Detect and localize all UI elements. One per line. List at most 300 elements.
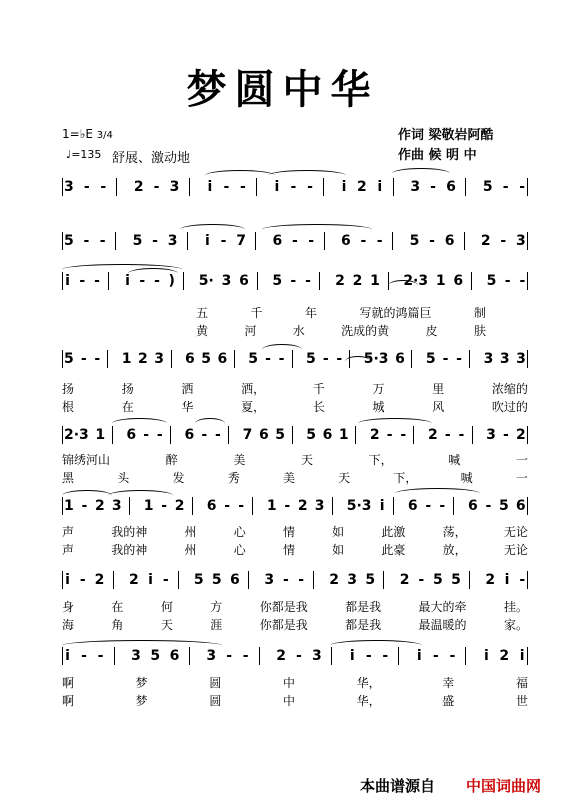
note: - [240,179,246,195]
note: 1 [338,427,349,443]
note: - [290,179,297,195]
lyric-word: 五 [196,306,209,320]
lyric-word: 美 [233,453,246,467]
note: 2 [485,572,496,588]
note: 6 [446,179,456,195]
note: 2·3 [403,273,429,289]
note: - [322,351,329,367]
note: 5 [64,351,74,367]
lyric-word: 都是我 [345,600,382,614]
slur-mark [358,418,432,429]
note: i [65,648,70,664]
lyric-line [196,304,486,320]
note: 2 [499,648,510,664]
note: - [442,351,449,367]
system-end-barline [527,232,528,250]
song-title: 梦圆中华 [186,67,379,113]
note: 2 [399,572,410,588]
note: - [519,273,526,289]
lyric-word: 皮 [425,324,438,338]
lyric-word: 声 [62,543,75,557]
note: 1 [370,273,380,289]
slur-mark [62,640,222,651]
barline [469,571,477,589]
note: i [341,179,347,195]
note: 5 [451,572,461,588]
note: 5 [272,273,283,289]
note: 3 [221,273,232,289]
lyric-line [62,616,528,632]
lyric-word: 年 [304,306,317,320]
lyric-line [62,541,528,557]
note: - [376,233,383,249]
note: i [377,179,383,195]
note: 6 [258,427,269,443]
note: 5 [499,498,509,514]
barline [453,497,461,515]
note: 6 [468,498,478,514]
note: 6 [515,498,526,514]
note: 7 [242,427,253,443]
lyric-word: 家。 [503,618,528,632]
lyric-word: 无论 [503,525,528,539]
note: - [336,351,343,367]
music-system [62,571,528,589]
slur-mark [205,170,275,181]
note: - [81,498,88,514]
note: - [79,572,86,588]
note: i [125,273,130,289]
system-end-barline [527,426,528,444]
lyric-word: 方 [210,600,223,614]
note: 5 [409,233,420,249]
note: - [307,179,313,195]
note: 3 [483,351,494,367]
barline [393,497,401,515]
lyric-word: 海 [62,618,75,632]
note: - [290,273,297,289]
note: 2 [516,427,526,443]
lyric-line [62,380,528,396]
note: - [430,179,436,195]
slur-mark [268,170,346,181]
system-end-barline [527,571,528,589]
note: 2 [369,427,380,443]
lyric-word: 扬 [62,382,75,396]
lyric-word: 华 [181,400,194,414]
note: 5 [201,351,211,367]
note: - [143,427,150,443]
lyric-word: 锦绣河山 [62,453,111,467]
system-start-barline [62,350,63,368]
note: 5 [365,572,376,588]
system-end-barline [527,272,528,290]
slur-mark [128,268,178,279]
note: - [296,648,302,664]
note: 2 [329,572,339,588]
system-start-barline [62,571,63,589]
slur-mark [262,344,302,355]
note: 6 [341,233,351,249]
lyric-word: 夏， [241,400,266,414]
note: i [416,648,422,664]
lyric-word: 你都是我 [259,600,308,614]
lyric-word: 一 [515,471,528,485]
note: 6 [184,427,195,443]
barline [259,647,267,665]
system-end-barline [527,497,528,515]
note: 3 [311,648,322,664]
lyric-word: 千 [312,382,325,396]
lyric-word: 下， [393,471,418,485]
note: - [153,179,160,195]
barline [107,350,115,368]
lyric-word: 天 [300,453,313,467]
slur-mark [112,418,167,429]
lyric-word: 写就的鸿篇巨 [359,306,432,320]
note: 3 [516,351,526,367]
note: 6 [272,233,283,249]
note: - [503,427,509,443]
note: 5·3 [363,351,389,367]
barline [393,178,401,196]
barline [392,232,400,250]
lyric-word: 世 [515,694,528,708]
note: i [274,179,280,195]
barline [332,497,340,515]
note: 2 [352,273,363,289]
system-end-barline [527,350,528,368]
note: 3 [169,179,180,195]
barline [469,350,477,368]
note: - [99,233,106,249]
note: 6 [444,233,455,249]
lyric-line [62,598,528,614]
lyric-word: 你都是我 [259,618,308,632]
note: - [500,233,507,249]
barline [116,178,124,196]
lyric-word: 情 [282,543,295,557]
note: - [162,572,169,588]
note: - [308,233,314,249]
lyric-word: 州 [184,543,197,557]
barline [465,647,473,665]
lyric-word: 角 [111,618,124,632]
key-signature [62,127,113,141]
note: 6 [229,572,240,588]
note: - [242,648,249,664]
note: 5 [132,233,143,249]
note: - [502,179,509,195]
note: 1 [143,498,154,514]
lyric-word: 心 [233,525,246,539]
note: i [349,648,355,664]
lyric-word: 盛 [442,694,455,708]
note: - [161,498,168,514]
lyric-word: 发 [172,471,185,485]
lyric-word: 最温暖的 [418,618,467,632]
note: ) [168,273,175,289]
lyric-word: 千 [250,306,263,320]
slur-mark [180,224,245,235]
key-label: 1=♭E [62,127,93,141]
lyric-word: 何 [160,600,173,614]
barline [257,272,265,290]
note: 3 [154,351,164,367]
note: 3 [347,572,358,588]
note: - [83,179,90,195]
barline [383,571,391,589]
note: - [458,427,465,443]
barline [189,178,197,196]
note: 5 [248,351,258,367]
note: 6 [395,351,405,367]
note: i [65,273,70,289]
note: - [278,351,285,367]
note: 3 [314,498,325,514]
note: 1 [64,498,74,514]
note: 3 [206,648,217,664]
note: - [519,572,526,588]
note: 5 [433,572,443,588]
lyric-word: 万 [372,382,385,396]
note: 6 [126,427,137,443]
barline [472,426,480,444]
barline [319,272,327,290]
note: - [360,233,367,249]
time-signature: 3/4 [96,130,113,141]
lyric-word: 城 [372,400,385,414]
note: - [425,498,432,514]
lyric-word: 秀 [227,471,240,485]
barline [411,350,419,368]
lyric-word: 此豪 [381,543,406,557]
lyric-line [196,322,486,338]
barline [313,571,321,589]
note: 3 [131,648,141,664]
note: - [94,351,101,367]
slur-mark [392,168,450,179]
note: - [485,498,492,514]
note: - [439,498,446,514]
note: 5 [211,572,222,588]
note: - [83,233,90,249]
lyric-word: 水 [292,324,305,338]
note: - [386,427,393,443]
note: 5 [306,427,316,443]
lyric-word: 涯 [210,618,223,632]
lyric-word: 啊 [62,676,75,690]
note: 3 [499,351,510,367]
note: - [449,648,456,664]
note: - [382,648,389,664]
note: - [418,572,425,588]
lyric-word: 我的神 [111,525,148,539]
slur-mark [395,488,480,499]
lyric-word: 喊 [448,453,461,467]
lyric-word: 声 [62,525,75,539]
note: 3 [516,233,526,249]
lyricist-credit: 作词 梁敬岩阿酷 [398,128,494,143]
note-row [64,571,526,589]
note: - [139,273,146,289]
lyric-word: 梦 [135,694,148,708]
note: - [100,179,107,195]
note: 2 [174,498,185,514]
note: 3 [264,572,275,588]
note: - [238,498,245,514]
note: 7 [236,233,247,249]
system-start-barline [62,232,63,250]
note: - [265,351,271,367]
lyric-word: 华， [356,676,381,690]
barline [228,426,236,444]
note: - [224,498,230,514]
note: - [220,233,227,249]
lyric-word: 如 [332,525,345,539]
note: 6 [407,498,418,514]
note: - [305,273,311,289]
barline [170,426,178,444]
barline [465,178,473,196]
note: 3 [486,427,496,443]
barline [471,272,479,290]
barline [292,426,300,444]
note: - [456,351,462,367]
slur-mark [108,490,173,501]
lyric-word: 无论 [503,543,528,557]
note: - [94,273,100,289]
slur-mark [62,490,112,501]
lyric-word: 里 [432,382,445,396]
lyric-word: 洒， [241,382,266,396]
note: 5 [486,273,497,289]
note: 3 [64,179,74,195]
footer-site-name: 中国词曲网 [466,777,542,795]
note: 6 [322,427,333,443]
note: 3 [167,233,178,249]
slur-mark [388,280,418,291]
note: 2 [276,648,286,664]
note: - [201,427,208,443]
note: 3 [410,179,421,195]
lyric-word: 洒 [181,382,194,396]
note: 2 [297,498,308,514]
note: - [504,273,511,289]
lyric-word: 黑 [62,471,75,485]
lyric-word: 一 [515,453,528,467]
note: 5 [193,572,204,588]
barline [464,232,472,250]
note: - [291,233,298,249]
note: 1 [435,273,446,289]
lyric-line [62,692,528,708]
barline [178,571,186,589]
barline [252,497,260,515]
composer-credit: 作曲 候 明 中 [398,148,477,163]
note: 5 [150,648,161,664]
note: 2 [133,179,144,195]
note: i [204,233,210,249]
note: 5 [306,351,316,367]
note: - [444,427,451,443]
lyric-word: 天 [338,471,351,485]
tempo-marking: ♩=135 [66,148,102,161]
note: 2 [480,233,491,249]
lyric-word: 肤 [473,324,486,338]
slur-mark [330,640,422,651]
note: i [65,572,70,588]
note: 3 [111,498,122,514]
barline [113,571,121,589]
lyric-word: 圆 [209,676,222,690]
note: 1 [266,498,277,514]
note: i [483,648,489,664]
lyric-word: 长 [312,400,325,414]
note: - [365,648,372,664]
note: - [432,648,439,664]
lyric-word: 风 [432,400,445,414]
note: - [156,427,163,443]
note: i [504,572,510,588]
lyric-word: 华， [356,694,381,708]
barline [234,350,242,368]
barline [171,350,179,368]
barline [183,272,191,290]
lyric-word: 醉 [165,453,178,467]
slur-mark [195,418,225,429]
note: i [207,179,213,195]
lyric-line [62,523,528,539]
note: i [379,498,385,514]
lyric-word: 中 [282,676,295,690]
lyric-word: 圆 [209,694,222,708]
lyric-line [62,674,528,690]
note: 6 [169,648,180,664]
note: 6 [185,351,195,367]
lyric-word: 河 [244,324,257,338]
note: - [223,179,230,195]
lyric-word: 福 [515,676,528,690]
note: 1 [95,427,106,443]
lyric-word: 州 [184,525,197,539]
lyric-word: 吹过的 [491,400,528,414]
note: 2 [357,179,367,195]
lyric-word: 在 [111,600,124,614]
lyric-word: 我的神 [111,543,148,557]
note: - [80,351,87,367]
lyric-word: 都是我 [345,618,382,632]
note: 2 [94,498,105,514]
lyric-word: 黄 [196,324,209,338]
note: - [519,179,526,195]
note: - [282,572,289,588]
footer-source: 本曲谱源自 [360,777,436,795]
lyric-word: 心 [233,543,246,557]
barline [192,497,200,515]
credits [398,126,494,166]
note: 5· [198,273,214,289]
note: 2 [138,351,148,367]
note: 5·3 [346,498,372,514]
lyric-word: 喊 [460,471,473,485]
note: 2·3 [64,427,89,443]
note: 5 [64,233,74,249]
note: 2 [128,572,139,588]
note: - [97,648,104,664]
lyric-word: 在 [121,400,134,414]
note: - [81,648,87,664]
